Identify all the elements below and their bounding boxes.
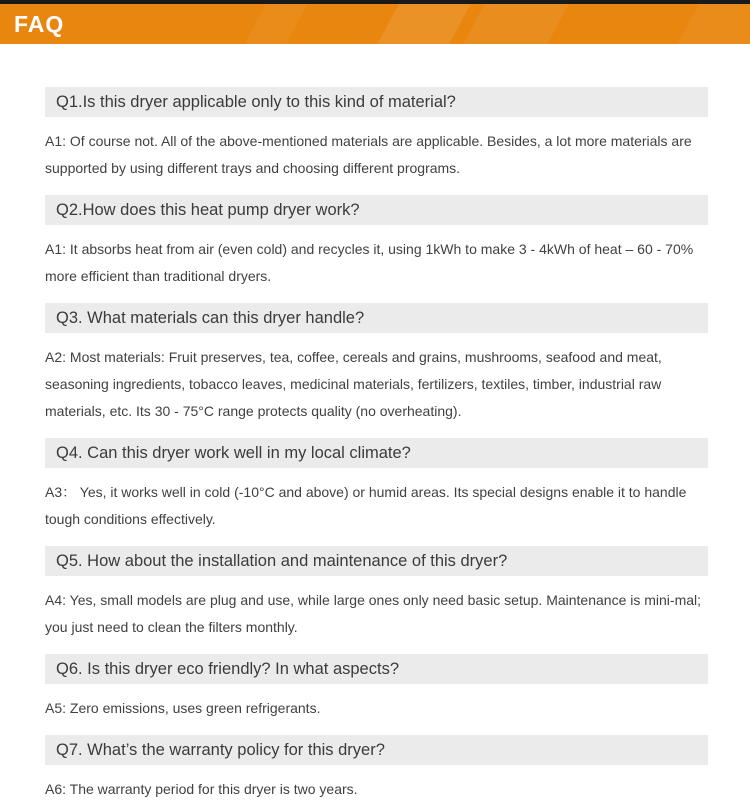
faq-item [45, 735, 708, 803]
answer-text: A5: Zero emissions, uses green refrigerants. [45, 700, 321, 716]
faq-banner [0, 4, 750, 44]
question-bar: Q1.Is this dryer applicable only to this kind of material? [45, 87, 708, 117]
faq-item [45, 87, 708, 182]
banner-stripe [369, 4, 478, 44]
page-title: FAQ [14, 11, 65, 37]
banner-stripe [455, 4, 576, 44]
answer-text: A1: It absorbs heat from air (even cold) and recycles it, using 1kWh to make 3 - 4kWh of heat – 60 - 70% more efficient than traditional dryers. [45, 241, 694, 284]
answer-text: A2: Most materials: Fruit preserves, tea, coffee, cereals and grains, mushrooms, seafood and meat, seasoning ingredients, tobacco leaves, medicinal materials, fertilizers, textiles, timber, industrial raw materials, etc. Its 30 - 75°C range protects quality (no overheating). [45, 349, 662, 419]
question-bar: Q3. What materials can this dryer handle? [45, 303, 708, 333]
question-bar: Q6. Is this dryer eco friendly? In what aspects? [45, 654, 708, 684]
answer-text: A3： Yes, it works well in cold (-10°C and above) or humid areas. Its special designs enable it to handle tough conditions effectively. [45, 484, 687, 527]
answer-text: A6: The warranty period for this dryer is two years. [45, 781, 358, 797]
banner-stripe [236, 4, 315, 44]
question-bar: Q4. Can this dryer work well in my local climate? [45, 438, 708, 468]
faq-item [45, 438, 708, 533]
faq-list [0, 44, 708, 803]
banner-stripe [669, 4, 750, 44]
faq-item [45, 654, 708, 722]
faq-item [45, 303, 708, 425]
answer-text: A4: Yes, small models are plug and use, while large ones only need basic setup. Maintenance is mini-mal; you just need to clean the filters monthly. [45, 592, 702, 635]
faq-item [45, 546, 708, 641]
answer-text: A1: Of course not. All of the above-mentioned materials are applicable. Besides, a lot more materials are supported by using different trays and choosing different programs. [45, 133, 692, 176]
question-bar: Q7. What’s the warranty policy for this dryer? [45, 735, 708, 765]
question-bar: Q2.How does this heat pump dryer work? [45, 195, 708, 225]
faq-item [45, 195, 708, 290]
question-bar: Q5. How about the installation and maintenance of this dryer? [45, 546, 708, 576]
